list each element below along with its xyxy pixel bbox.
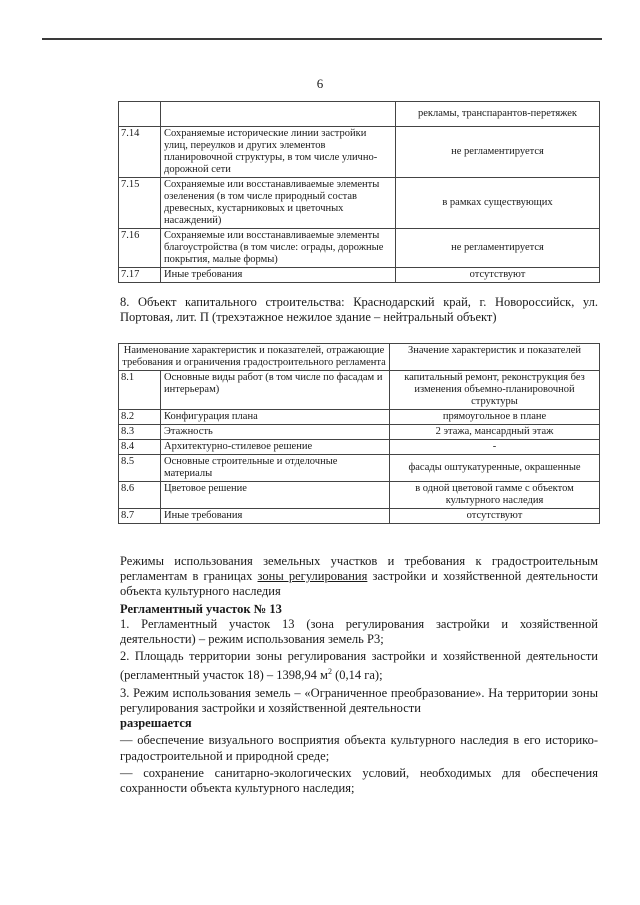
list-item-2 (120, 649, 598, 684)
row-value: в одной цветовой гамме с объектом культурного наследия (390, 482, 600, 509)
row-number: 8.4 (119, 440, 161, 455)
zone-intro-part: Режимы использования земельных участков и требования к градостроительным регламентам в границах (120, 554, 598, 584)
page-number: 6 (316, 76, 324, 91)
zone-intro (120, 554, 598, 600)
section-heading: Регламентный участок № 13 (120, 601, 282, 616)
row-number: 8.6 (119, 482, 161, 509)
row-number: 8.2 (119, 410, 161, 425)
row-number: 7.14 (119, 127, 161, 178)
row-value: рекламы, транспарантов-перетяжек (396, 102, 600, 127)
dash-item-2: — сохранение санитарно-экологических условий, необходимых для обеспечения сохранности объекта культурного наследия; (120, 765, 598, 795)
requirements-table-7 (118, 101, 600, 283)
allowed-label: разрешается (120, 716, 192, 731)
list-item-1: 1. Регламентный участок 13 (зона регулирования застройки и хозяйственной деятельности) – режим использования земель Р3; (120, 616, 598, 647)
table-row (119, 371, 600, 410)
list-item-3: 3. Режим использования земель – «Ограниченное преобразование». На территории зоны регулирования застройки и хозяйственной деятельности (120, 685, 598, 715)
table-row (119, 455, 600, 482)
row-number: 8.3 (119, 425, 161, 440)
row-name: Этажность (161, 425, 390, 440)
row-number (119, 102, 161, 127)
table-row (119, 268, 600, 283)
table-row (119, 102, 600, 127)
table-row (119, 425, 600, 440)
row-value: отсутствуют (396, 268, 600, 283)
row-name: Иные требования (161, 268, 396, 283)
row-value: не регламентируется (396, 229, 600, 268)
row-name: Основные виды работ (в том числе по фасадам и интерьерам) (161, 371, 390, 410)
row-name: Архитектурно-стилевое решение (161, 440, 390, 455)
row-value: 2 этажа, мансардный этаж (390, 425, 600, 440)
row-number: 8.7 (119, 509, 161, 524)
row-value: не регламентируется (396, 127, 600, 178)
row-number: 8.5 (119, 455, 161, 482)
zone-intro-underlined: зоны регулирования (257, 569, 368, 584)
top-rule (42, 38, 602, 40)
row-value: в рамках существующих (396, 178, 600, 229)
table-row (119, 127, 600, 178)
row-value: отсутствуют (390, 509, 600, 524)
dash-item-1: — обеспечение визуального восприятия объекта культурного наследия в его историко-градостроительной и природной среде; (120, 733, 598, 763)
list-item-2-text: (0,14 га); (331, 668, 383, 683)
table-row (119, 509, 600, 524)
list-item-2-text: 2. Площадь территории зоны регулирования застройки и хозяйственной деятельности (регламентный участок 18) – 1398,94 м (120, 649, 598, 683)
row-number: 7.16 (119, 229, 161, 268)
row-name: Сохраняемые или восстанавливаемые элементы благоустройства (в том числе: ограды, дорожные покрытия, малые формы) (161, 229, 396, 268)
requirements-table-8 (118, 343, 600, 524)
row-value: прямоугольное в плане (390, 410, 600, 425)
row-name: Сохраняемые или восстанавливаемые элементы озеленения (в том числе природный состав древесных, кустарниковых и цветочных насаждений) (161, 178, 396, 229)
row-name: Основные строительные и отделочные материалы (161, 455, 390, 482)
zone-intro-part: застройки и хозяйственной деятельности объекта культурного наследия (120, 569, 598, 599)
table-row (119, 440, 600, 455)
table-row (119, 178, 600, 229)
row-value: фасады оштукатуренные, окрашенные (390, 455, 600, 482)
row-name (161, 102, 396, 127)
table-row (119, 482, 600, 509)
section-8-heading: 8. Объект капитального строительства: Краснодарский край, г. Новороссийск, ул. Портовая, лит. П (трехэтажное нежилое здание – нейтральный объект) (120, 295, 598, 324)
row-name: Иные требования (161, 509, 390, 524)
row-value: - (390, 440, 600, 455)
superscript: 2 (327, 667, 332, 677)
table-row (119, 229, 600, 268)
body-text (120, 554, 598, 796)
table-row (119, 410, 600, 425)
table-header-row (119, 344, 600, 371)
header-name: Наименование характеристик и показателей, отражающие требования и ограничения градостроительного регламента (119, 344, 390, 371)
row-name: Конфигурация плана (161, 410, 390, 425)
row-name: Цветовое решение (161, 482, 390, 509)
row-number: 7.15 (119, 178, 161, 229)
row-number: 7.17 (119, 268, 161, 283)
row-number: 8.1 (119, 371, 161, 410)
row-value: капитальный ремонт, реконструкция без изменения объемно-планировочной структуры (390, 371, 600, 410)
header-value: Значение характеристик и показателей (390, 344, 600, 371)
row-name: Сохраняемые исторические линии застройки улиц, переулков и других элементов планировочной структуры, в том числе улично-дорожной сети (161, 127, 396, 178)
